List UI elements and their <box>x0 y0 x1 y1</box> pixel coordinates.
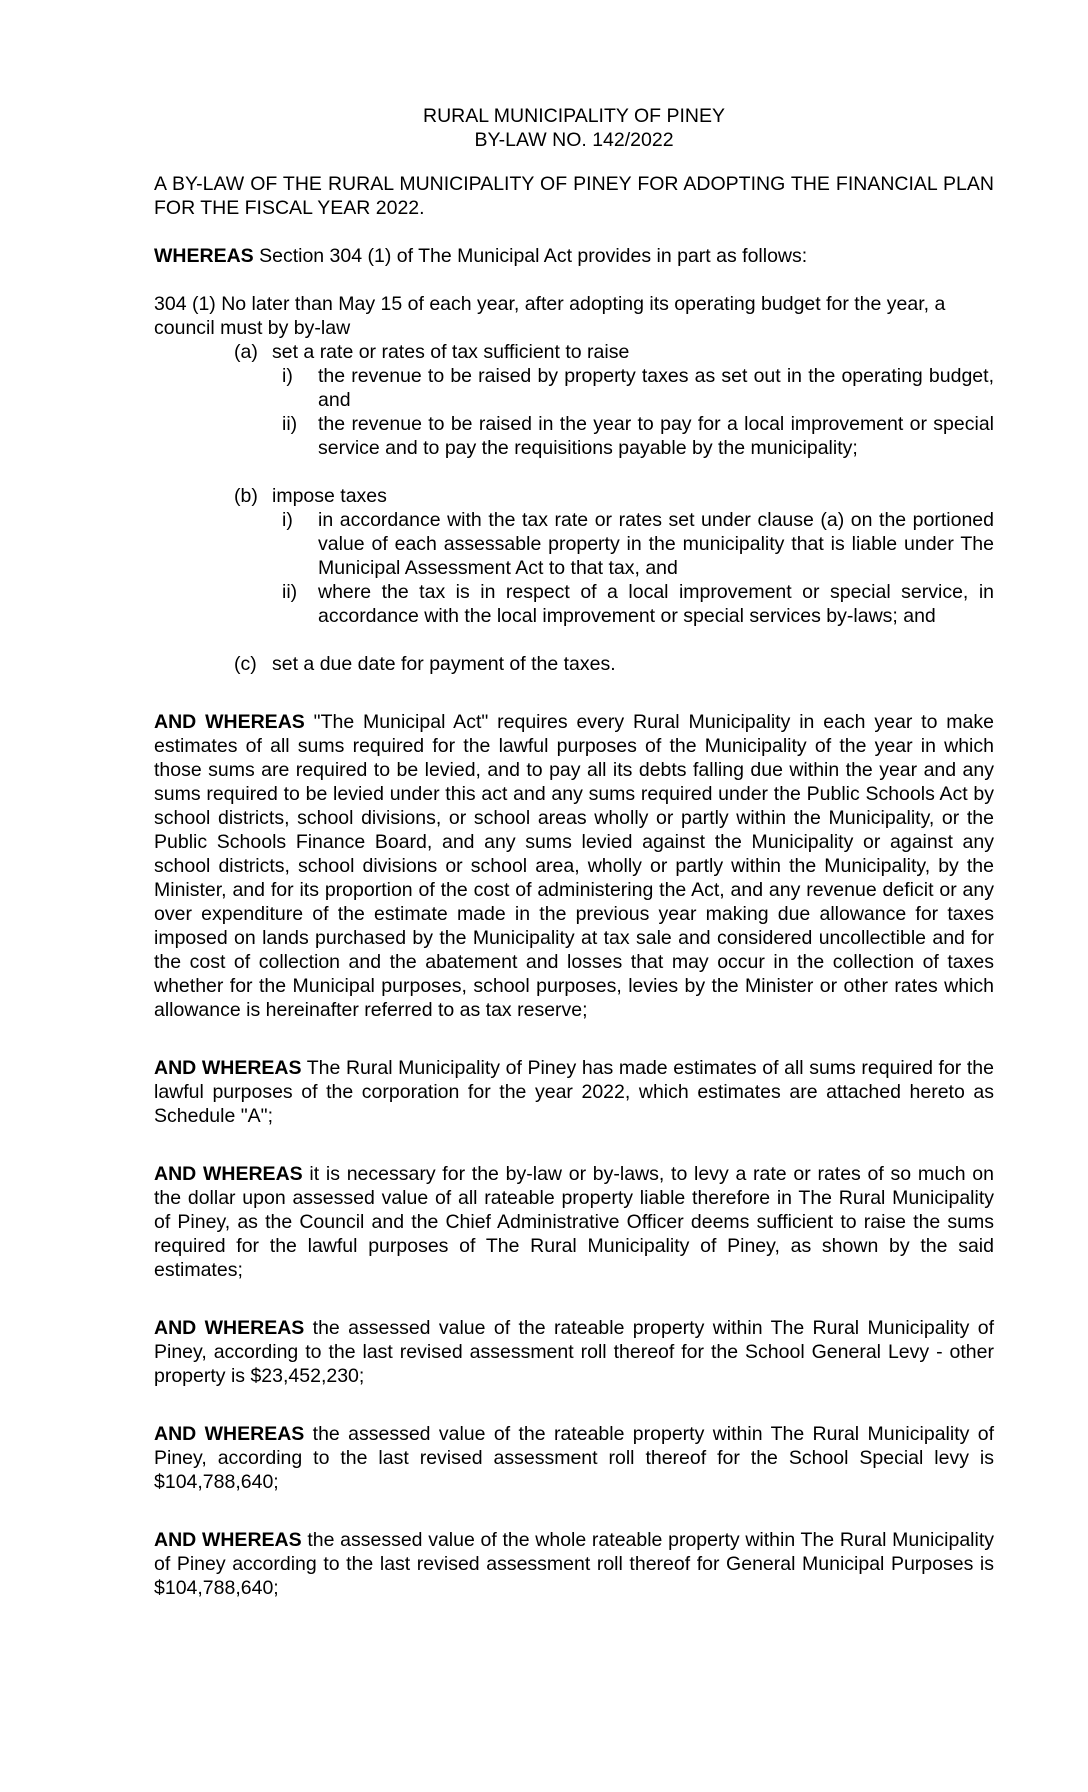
clause-a-i-num: i) <box>282 365 293 387</box>
header-bylaw-number: BY-LAW NO. 142/2022 <box>474 129 674 151</box>
bylaw-title: A BY-LAW OF THE RURAL MUNICIPALITY OF PINEY FOR ADOPTING THE FINANCIAL PLAN FOR THE FISCAL YEAR 2022. <box>154 173 994 219</box>
whereas-keyword: WHEREAS <box>154 245 254 267</box>
and-whereas-keyword: AND WHEREAS <box>154 1163 303 1185</box>
paragraph-text: the assessed value of the rateable property within The Rural Municipality of Piney, according to the last revised assessment roll thereof for the School Special levy is $104,788,640; <box>154 1423 995 1493</box>
clause-b-ii <box>154 580 994 628</box>
and-whereas-paragraph-2 <box>154 1056 994 1128</box>
clause-b-ii-text: where the tax is in respect of a local improvement or special service, in accordance with the local improvement or special services by-laws; and <box>318 581 994 627</box>
whereas-section-304 <box>154 244 994 268</box>
clause-b-i <box>154 508 994 580</box>
clause-c-label: (c) <box>234 653 257 675</box>
clause-b-i-num: i) <box>282 509 293 531</box>
paragraph-text: it is necessary for the by-law or by-laws, to levy a rate or rates of so much on the dollar upon assessed value of all rateable property liable therefore in The Rural Municipality of Piney, as the Council and the Chief Administrative Officer deems sufficient to raise the sums required for the lawful purposes of The Rural Municipality of Piney, as shown by the said estimates; <box>154 1163 994 1281</box>
paragraph-text: the assessed value of the whole rateable property within The Rural Municipality of Piney according to the last revised assessment roll thereof for General Municipal Purposes is $104,788,640; <box>154 1529 994 1599</box>
clause-c <box>154 652 994 676</box>
paragraph-text: "The Municipal Act" requires every Rural Municipality in each year to make estimates of all sums required for the lawful purposes of the Municipality of the year in which those sums are required to be levied, and to pay all its debts falling due within the year and any sums required to be levied under this act and any sums required under the Public Schools Act by school districts, school divisions, or school areas wholly or partly within the Municipality, or the Public Schools Finance Board, and any sums levied against the Municipality or against any school districts, school divisions or school area, wholly or partly within the Municipality, by the Minister, and for its proportion of the cost of administering the Act, and any revenue deficit or any over expenditure of the estimate made in the previous year making due allowance for taxes imposed on lands purchased by the Municipality at tax sale and considered uncollectible and for the cost of collection and the abatement and losses that may occur in the collection of taxes whether for the Municipal purposes, school purposes, levies by the Minister or other rates which allowance is hereinafter referred to as tax reserve; <box>154 711 994 1021</box>
clause-a-label: (a) <box>234 341 258 363</box>
paragraph-text: The Rural Municipality of Piney has made estimates of all sums required for the lawful purposes of the corporation for the year 2022, which estimates are attached hereto as Schedule "A"; <box>154 1057 994 1127</box>
and-whereas-keyword: AND WHEREAS <box>154 711 305 733</box>
clause-a-text: set a rate or rates of tax sufficient to raise <box>272 341 630 363</box>
clause-b-ii-num: ii) <box>282 581 298 603</box>
clause-c-text: set a due date for payment of the taxes. <box>272 653 616 675</box>
and-whereas-keyword: AND WHEREAS <box>154 1057 302 1079</box>
section-304-intro: 304 (1) No later than May 15 of each year, after adopting its operating budget for the year, a council must by by-law <box>154 293 946 339</box>
and-whereas-paragraph-5 <box>154 1422 994 1494</box>
clause-b-text: impose taxes <box>272 485 387 507</box>
clause-a-i <box>154 364 994 412</box>
clause-b <box>154 484 994 508</box>
whereas-text: Section 304 (1) of The Municipal Act provides in part as follows: <box>253 245 808 267</box>
clause-a <box>154 340 994 364</box>
and-whereas-keyword: AND WHEREAS <box>154 1529 302 1551</box>
document-page <box>154 104 994 1600</box>
clause-b-label: (b) <box>234 485 258 507</box>
clause-a-ii <box>154 412 994 460</box>
and-whereas-paragraph-4 <box>154 1316 994 1388</box>
clause-a-ii-text: the revenue to be raised in the year to pay for a local improvement or special service and to pay the requisitions payable by the municipality; <box>318 413 994 459</box>
clause-a-i-text: the revenue to be raised by property taxes as set out in the operating budget, and <box>318 365 994 411</box>
clause-b-i-text: in accordance with the tax rate or rates set under clause (a) on the portioned value of each assessable property in the municipality that is liable under The Municipal Assessment Act to that tax, and <box>318 509 994 579</box>
and-whereas-paragraph-3 <box>154 1162 994 1282</box>
and-whereas-keyword: AND WHEREAS <box>154 1317 305 1339</box>
and-whereas-paragraph-1 <box>154 710 994 1022</box>
and-whereas-keyword: AND WHEREAS <box>154 1423 305 1445</box>
clause-a-ii-num: ii) <box>282 413 298 435</box>
and-whereas-paragraph-6 <box>154 1528 994 1600</box>
header-municipality: RURAL MUNICIPALITY OF PINEY <box>423 105 725 127</box>
paragraph-text: the assessed value of the rateable property within The Rural Municipality of Piney, according to the last revised assessment roll thereof for the School General Levy - other property is $23,452,230; <box>154 1317 995 1387</box>
